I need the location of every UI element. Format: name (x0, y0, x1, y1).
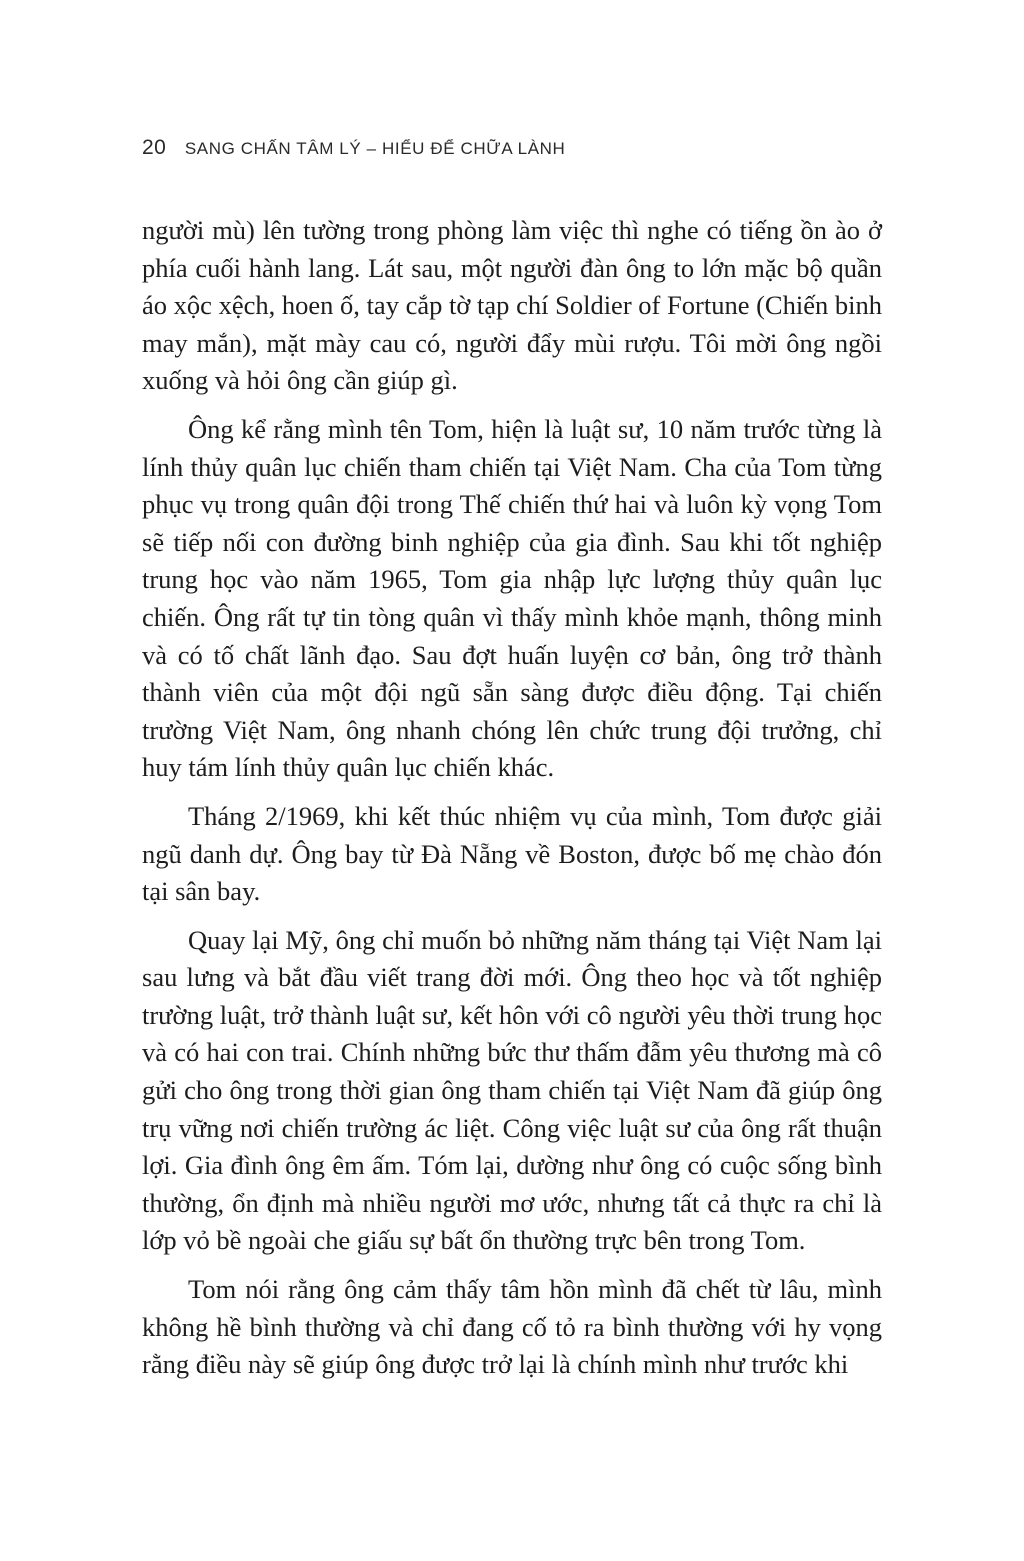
page-number: 20 (142, 136, 167, 159)
paragraph: Ông kể rằng mình tên Tom, hiện là luật sư, 10 năm trước từng là lính thủy quân lục chiến tham chiến tại Việt Nam. Cha của Tom từng phục vụ trong quân đội trong Thế chiến thứ hai và luôn kỳ vọng Tom sẽ tiếp nối con đường binh nghiệp của gia đình. Sau khi tốt nghiệp trung học vào năm 1965, Tom gia nhập lực lượng thủy quân lục chiến. Ông rất tự tin tòng quân vì thấy mình khỏe mạnh, thông minh và có tố chất lãnh đạo. Sau đợt huấn luyện cơ bản, ông trở thành thành viên của một đội ngũ sẵn sàng được điều động. Tại chiến trường Việt Nam, ông nhanh chóng lên chức trung đội trưởng, chỉ huy tám lính thủy quân lục chiến khác. (142, 413, 882, 783)
paragraph: người mù) lên tường trong phòng làm việc thì nghe có tiếng ồn ào ở phía cuối hành lang. Lát sau, một người đàn ông to lớn mặc bộ quần áo xộc xệch, hoen ố, tay cắp tờ tạp chí Soldier of Fortune (Chiến binh may mắn), mặt mày cau có, người đẩy mùi rượu. Tôi mời ông ngồi xuống và hỏi ông cần giúp gì. (142, 215, 882, 396)
paragraph: Quay lại Mỹ, ông chỉ muốn bỏ những năm tháng tại Việt Nam lại sau lưng và bắt đầu viết trang đời mới. Ông theo học và tốt nghiệp trường luật, trở thành luật sư, kết hôn với cô người yêu thời trung học và có hai con trai. Chính những bức thư thấm đẫm yêu thương mà cô gửi cho ông trong thời gian ông tham chiến tại Việt Nam đã giúp ông trụ vững nơi chiến trường ác liệt. Công việc luật sư của ông rất thuận lợi. Gia đình ông êm ấm. Tóm lại, dường như ông có cuộc sống bình thường, ổn định mà nhiều người mơ ước, nhưng tất cả thực ra chỉ là lớp vỏ bề ngoài che giấu sự bất ổn thường trực bên trong Tom. (142, 924, 882, 1256)
body-text (142, 212, 882, 1384)
paragraph: Tom nói rằng ông cảm thấy tâm hồn mình đã chết từ lâu, mình không hề bình thường và chỉ đang cố tỏ ra bình thường với hy vọng rằng điều này sẽ giúp ông được trở lại là chính mình như trước khi (142, 1274, 882, 1380)
running-header (142, 136, 565, 160)
paragraph: Tháng 2/1969, khi kết thúc nhiệm vụ của mình, Tom được giải ngũ danh dự. Ông bay từ Đà Nẵng về Boston, được bố mẹ chào đón tại sân bay. (142, 800, 882, 907)
book-title: SANG CHẤN TÂM LÝ – HIỂU ĐỂ CHỮA LÀNH (184, 139, 566, 158)
